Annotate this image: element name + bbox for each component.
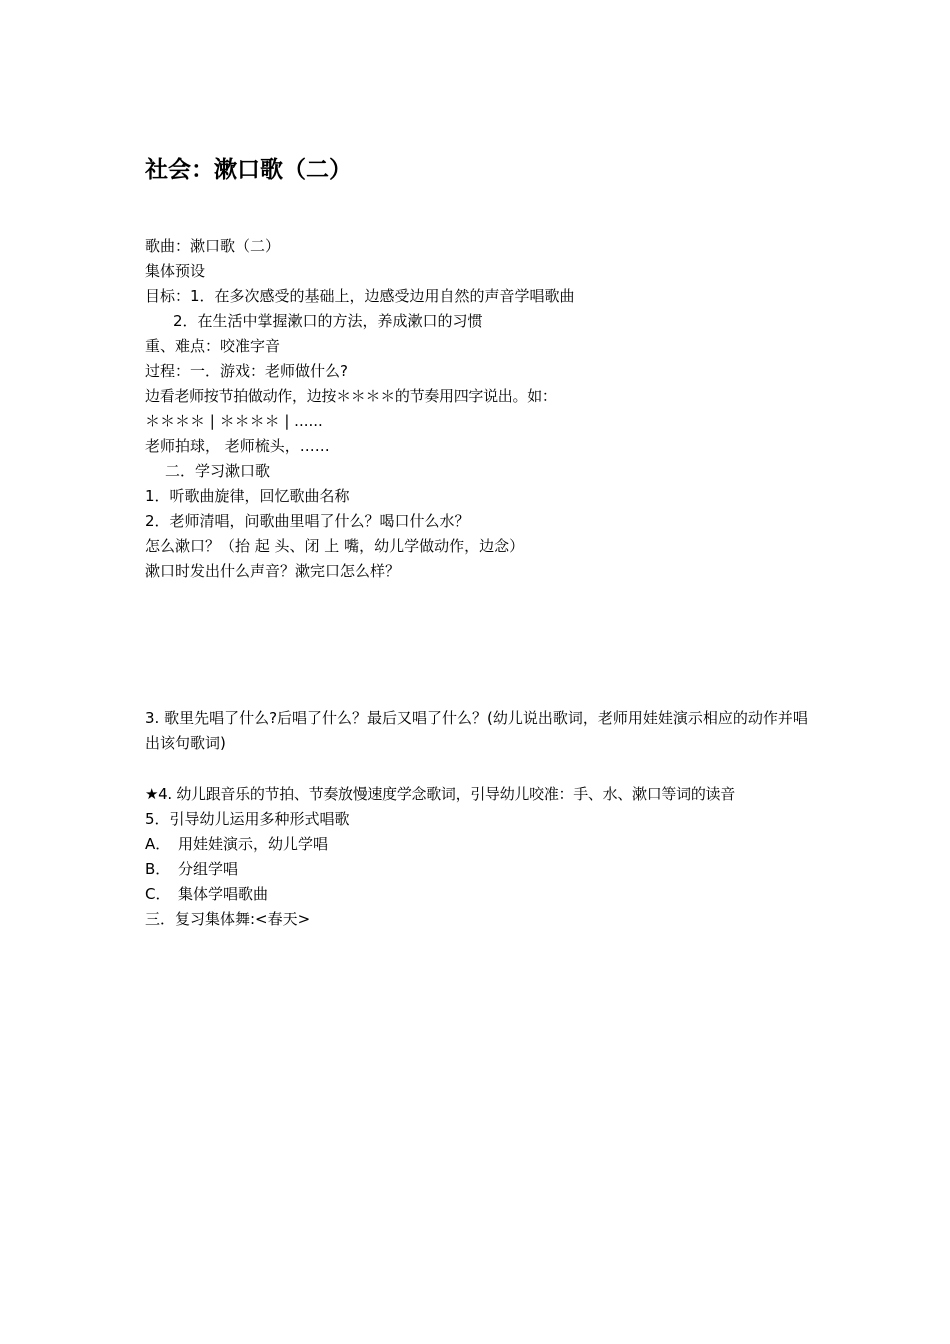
steps-4-5-section xyxy=(145,782,813,932)
game-instruction-line: 边看老师按节拍做动作，边按＊＊＊＊的节奏用四字说出。如： xyxy=(145,387,557,405)
review-dance-line: 三．复习集体舞:<春天> xyxy=(145,910,311,928)
rhythm-example-line: 老师拍球， 老师梳头，…… xyxy=(145,437,330,455)
step-4-line: ★4. 幼儿跟音乐的节拍、节奏放慢速度学念歌词，引导幼儿咬准：手、水、漱口等词的读音 xyxy=(145,785,735,803)
preset-line: 集体预设 xyxy=(145,262,206,280)
option-b-marker: B． xyxy=(145,860,171,878)
goal-line-2: 2．在生活中掌握漱口的方法，养成漱口的习惯 xyxy=(173,312,483,330)
option-a xyxy=(145,832,813,857)
rinse-sound-line: 漱口时发出什么声音？漱完口怎么样？ xyxy=(145,562,401,580)
step-1-line: 1．听歌曲旋律，回忆歌曲名称 xyxy=(145,487,350,505)
key-points-line: 重、难点：咬准字音 xyxy=(145,337,281,355)
option-c-text: 集体学唱歌曲 xyxy=(178,885,269,903)
step-3-section xyxy=(145,706,813,756)
song-name-line: 歌曲：漱口歌（二） xyxy=(145,237,281,255)
lesson-plan-section xyxy=(145,234,813,584)
step-5-line: 5．引导幼儿运用多种形式唱歌 xyxy=(145,810,350,828)
how-to-rinse-line: 怎么漱口？（抬 起 头、闭 上 嘴，幼儿学做动作，边念） xyxy=(145,537,525,555)
step-3-paragraph: 3. 歌里先唱了什么?后唱了什么？最后又唱了什么？(幼儿说出歌词，老师用娃娃演示相应的动作并唱出该句歌词) xyxy=(145,709,808,752)
option-b xyxy=(145,857,813,882)
document-title: 社会：漱口歌（二） xyxy=(145,157,352,183)
option-b-text: 分组学唱 xyxy=(178,860,239,878)
process-game-line: 过程：一．游戏：老师做什么? xyxy=(145,362,348,380)
option-a-marker: A． xyxy=(145,835,171,853)
option-a-text: 用娃娃演示，幼儿学唱 xyxy=(178,835,329,853)
learn-song-heading: 二．学习漱口歌 xyxy=(165,462,271,480)
option-c xyxy=(145,882,813,907)
rhythm-pattern-line: ＊＊＊＊ | ＊＊＊＊ | ...... xyxy=(145,412,323,430)
step-2-line: 2．老师清唱，问歌曲里唱了什么？喝口什么水？ xyxy=(145,512,470,530)
goal-line-1: 目标：1．在多次感受的基础上，边感受边用自然的声音学唱歌曲 xyxy=(145,287,575,305)
option-c-marker: C． xyxy=(145,885,171,903)
